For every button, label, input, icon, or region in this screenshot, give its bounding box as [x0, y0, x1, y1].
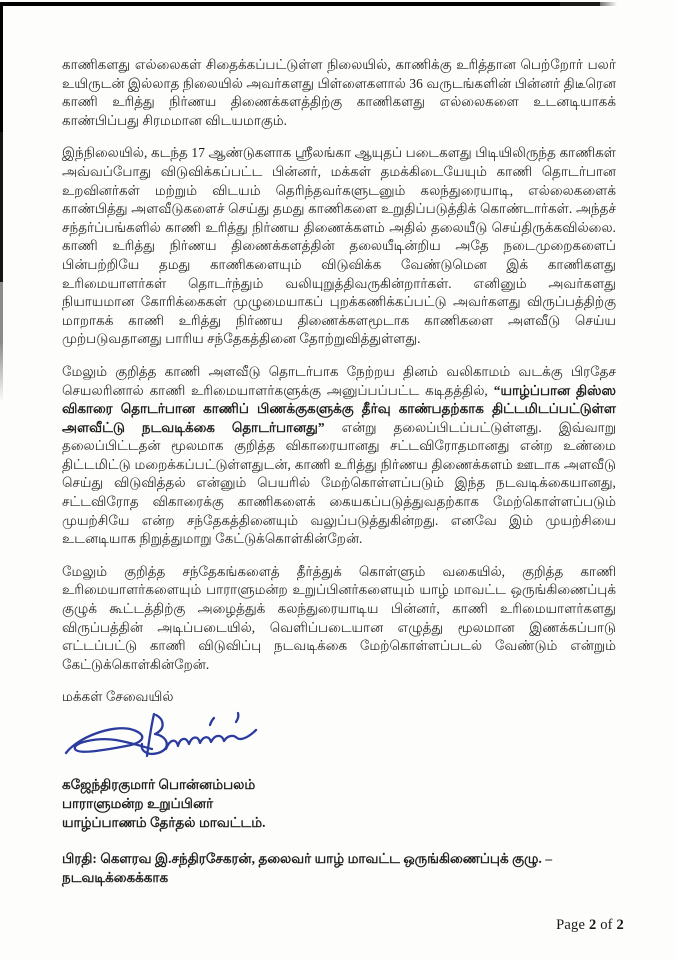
page-number-total: 2: [616, 917, 624, 933]
signatory-name: கஜேந்திரகுமார் பொன்னம்பலம்: [62, 777, 256, 792]
paragraph-4: மேலும் குறித்த சந்தேகங்களைத் தீர்த்துக் கொள்ளும் வகையில், குறித்த காணி உரிமையாளர்களையும் பாராளுமன்ற உறுப்பினர்களையும் யாழ் மாவட்ட ஒருங்கிணைப்புக் குழுக் கூட்டத்திற்கு அழைத்துக் கலந்துரையாடிய பின்னர், காணி உரிமையாளர்களது விருப்பத்தின் அடிப்படையில், வெளிப்படையான எழுத்து மூலமான இணக்கப்பாடு எட்டப்பட்டு காணி விடுவிப்பு நடவடிக்கை மேற்கொள்ளப்படல் வேண்டும் என்றும் கேட்டுக்கொள்கின்றேன்.: [62, 563, 616, 672]
signatory-title: பாராளுமன்ற உறுப்பினர்: [62, 796, 214, 811]
paragraph-1: காணிகளது எல்லைகள் சிதைக்கப்பட்டுள்ள நிலையில், காணிக்கு உரித்தான பெற்றோர் பலர் உயிருடன் இல்லாத நிலையில் அவர்களது பிள்ளைகளால் 36 வருடங்களின் பின்னர் திடீரென காணி உரித்து நிர்ணய திணைக்களத்திற்கு காணிகளது எல்லைகளை உடனடியாகக் காண்பிப்பது சிரமமான விடயமாகும்.: [62, 57, 616, 128]
page-word: Page: [556, 917, 586, 933]
paragraph-3: [62, 363, 616, 549]
signature-svg: [62, 709, 267, 773]
letter-body: [62, 56, 616, 901]
handwritten-signature: [62, 709, 616, 773]
copy-to-line: பிரதி: கௌரவ இ.சந்திரசேகரன், தலைவர் யாழ் மாவட்ட ஒருங்கிணைப்புக் குழு. – நடவடிக்கைக்காக: [62, 851, 553, 885]
quoted-letter-subject: “யாழ்ப்பான திஸ்ஸ விகாரை தொடர்பான காணிப் பிணக்குகளுக்கு தீர்வு காண்பதற்காக திட்டமிடப்பட்டுள்ள அளவீட்டு நடவடிக்கை தொடர்பானது”: [62, 382, 616, 435]
signatory-block: [62, 775, 616, 832]
closing-salutation: மக்கள் சேவையில்: [62, 689, 174, 705]
paragraph-3-continuation: என்று தலைப்பிடப்பட்டுள்ளது. இவ்வாறு தலைப்பிட்டதன் மூலமாக குறித்த விகாரையானது சட்டவிரோதமானது என்ற உண்மை திட்டமிட்டு மறைக்கப்பட்டுள்ளதுடன், காணி உரித்து நிர்ணய திணைக்களம் ஊடாக அளவீடு செய்து விடுவித்தல் என்னும் பெயரில் மேற்கொள்ளப்படும் இந்த நடவடிக்கையானது, சட்டவிரோத விகாரைக்கு காணிகளைக் கையகப்படுத்துவதற்காக மேற்கொள்ளப்படும் முயற்சியே என்ற சந்தேகத்தினையும் வலுப்படுத்துகின்றது. எனவே இம் முயற்சியை உடனடியாக நிறுத்துமாறு கேட்டுக்கொள்கின்றேன்.: [62, 419, 617, 547]
of-word: of: [600, 917, 613, 933]
page-number: [556, 917, 624, 934]
paragraph-3-lead: மேலும் குறித்த காணி அளவீடு தொடர்பாக நேற்றய தினம் வலிகாமம் வடக்கு பிரதேச செயலரினால் காணி உரிமையாளர்களுக்கு அனுப்பப்பட்ட கடிதத்தில்,: [62, 363, 616, 398]
scan-edge-top-line: [0, 2, 617, 6]
paragraph-2: இந்நிலையில், கடந்த 17 ஆண்டுகளாக ஸ்ரீலங்கா ஆயுதப் படைகளது பிடியிலிருந்த காணிகள் அவ்வப்போது விடுவிக்கப்பட்ட பின்னர், மக்கள் தமக்கிடையேயும் காணி தொடர்பான உறவினர்கள் மற்றும் விடயம் தெரிந்தவர்களுடனும் கலந்துரையாடி, எல்லைகளைக் காண்பித்து அளவீடுகளைச் செய்து தமது காணிகளை உறுதிப்படுத்திக் கொண்டார்கள். அந்தச் சந்தர்ப்பங்களில் காணி உரித்து நிர்ணய திணைக்களம் அதில் தலையீடு செய்திருக்கவில்லை. காணி உரித்து நிர்ணய திணைக்களத்தின் தலையீடின்றிய அதே நடைமுறைகளைப் பின்பற்றியே தமது காணிகளையும் விடுவிக்க வேண்டுமென இக் காணிகளது உரிமையாளர்கள் தொடர்ந்தும் வலியுறுத்திவருகின்றார்கள். எனினும் அவர்களது நியாயமான கோரிக்கைகள் முழுமையாகப் புறக்கணிக்கப்பட்டு அவர்களது விருப்பத்திற்கு மாறாகக் காணி உரித்து நிர்ணய திணைக்களமூடாக காணிகளை அளவீடு செய்ய முற்படுவதானது பாரிய சந்தேகத்தினை தோற்றுவித்துள்ளது.: [62, 145, 616, 347]
page-number-current: 2: [588, 917, 597, 933]
signatory-district: யாழ்ப்பாணம் தேர்தல் மாவட்டம்.: [62, 815, 266, 830]
scan-edge-left-line: [0, 2, 3, 402]
